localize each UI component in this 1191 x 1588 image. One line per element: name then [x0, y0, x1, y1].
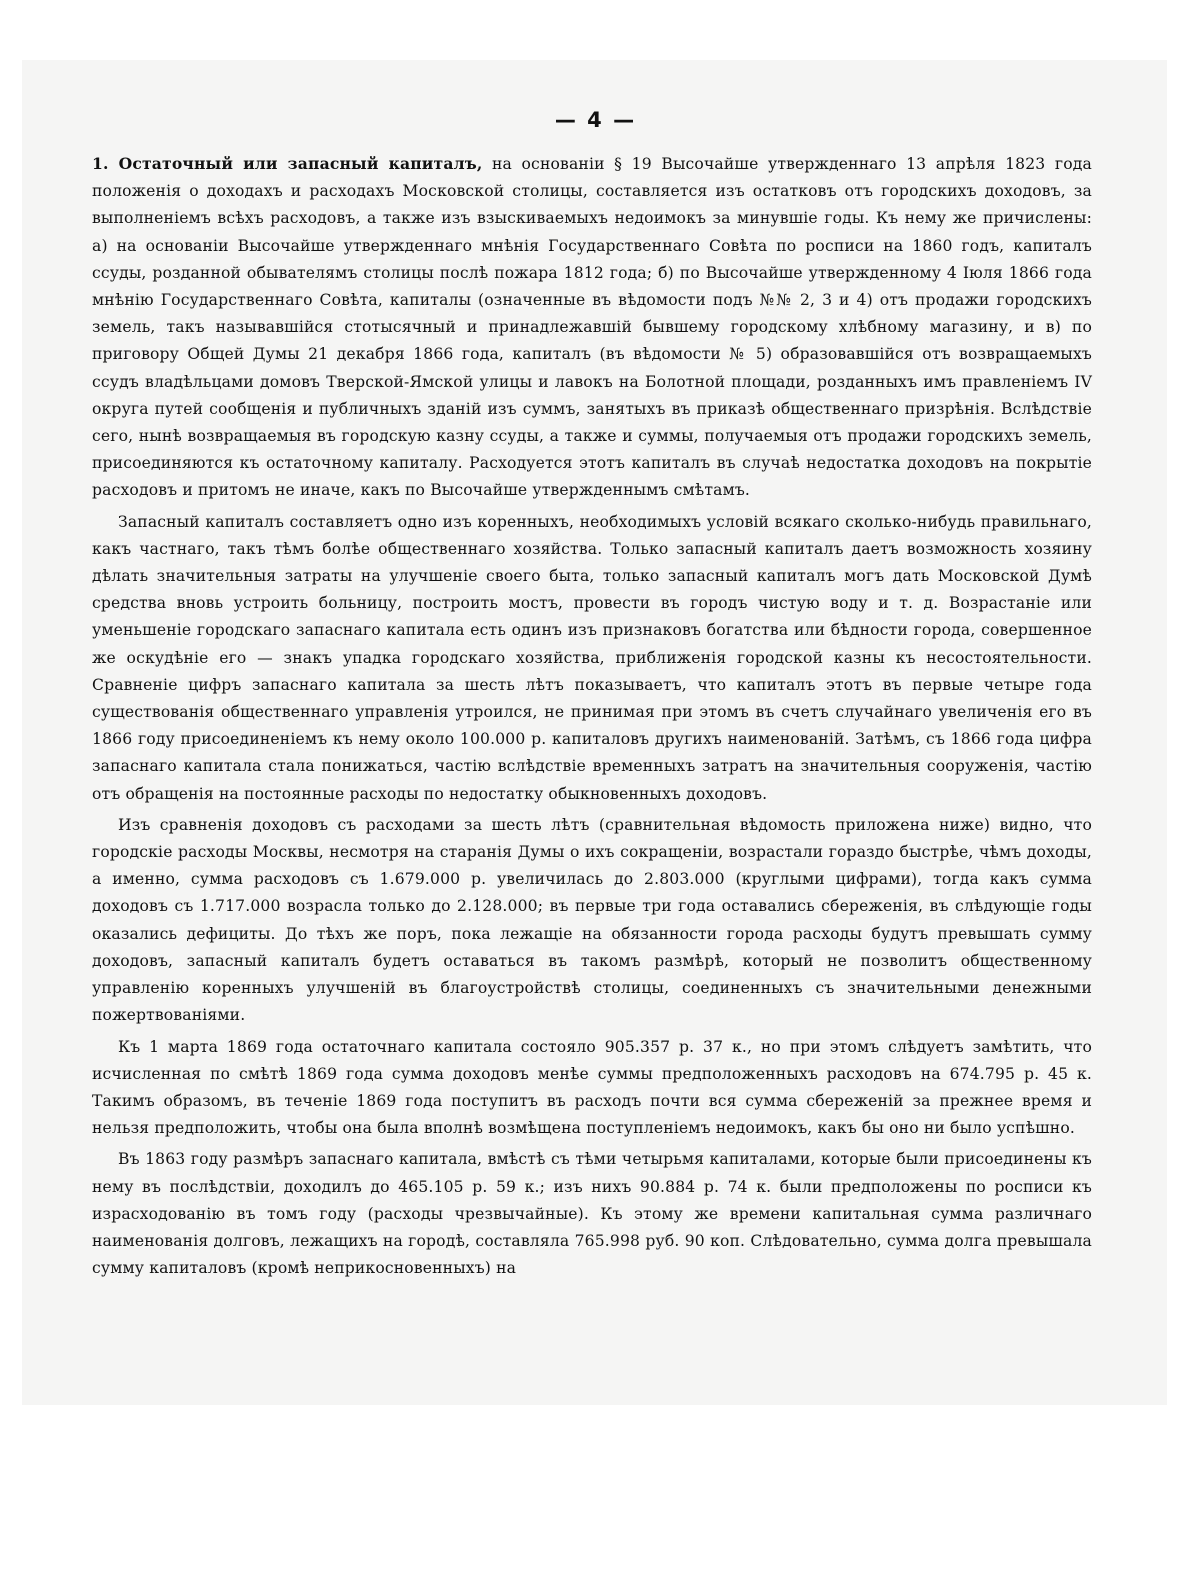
- paragraph-reserve-capital-definition: [92, 150, 1092, 505]
- paragraph-reserve-capital-importance: [92, 509, 1092, 808]
- paragraph-body: Запасный капиталъ составляетъ одно изъ коренныхъ, необходимыхъ условій всякаго сколько-нибудь правильнаго, какъ частнаго, такъ тѣмъ болѣе общественнаго хозяйства. Только запасный капиталъ даетъ возможность хозяину дѣлать значительныя затраты на улучшеніе своего быта, только запасный капиталъ могъ дать Московской Думѣ средства вновь устроить больницу, построить мостъ, провести въ городъ чистую воду и т. д. Возрастаніе или уменьшеніе городскаго запаснаго капитала есть одинъ изъ признаковъ богатства или бѣдности города, совершенное же оскудѣніе его — знакъ упадка городскаго хозяйства, приближенія городской казны къ несостоятельности. Сравненіе цифръ запаснаго капитала за шесть лѣтъ показываетъ, что капиталъ этотъ въ первые четыре года существованія общественнаго управленія утроился, не принимая при этомъ въ счетъ случайнаго увеличенія его въ 1866 году присоединеніемъ къ нему около 100.000 р. капиталовъ другихъ наименованій. Затѣмъ, съ 1866 года цифра запаснаго капитала стала понижаться, частію вслѣдствіе временныхъ затратъ на значительныя сооруженія, частію отъ обращенія на постоянные расходы по недостатку обыкновенныхъ доходовъ.: [92, 512, 1092, 803]
- paragraph-capital-1869: [92, 1034, 1092, 1143]
- paragraph-body: на основаніи § 19 Высочайше утвержденнаго 13 апрѣля 1823 года положенія о доходахъ и расходахъ Московской столицы, составляется изъ остатковъ отъ городскихъ доходовъ, за выполненіемъ всѣхъ расходовъ, а также изъ взыскиваемыхъ недоимокъ за минувшіе годы. Къ нему же причислены: а) на основаніи Высочайше утвержденнаго мнѣнія Государственнаго Совѣта по росписи на 1860 годъ, капиталъ ссуды, розданной обывателямъ столицы послѣ пожара 1812 года; б) по Высочайше утвержденному 4 Іюля 1866 года мнѣнію Государственнаго Совѣта, капиталы (означенные въ вѣдомости подъ №№ 2, 3 и 4) отъ продажи городскихъ земель, такъ называвшійся стотысячный и принадлежавшій бывшему городскому хлѣбному магазину, и в) по приговору Общей Думы 21 декабря 1866 года, капиталъ (въ вѣдомости № 5) образовавшійся отъ возвращаемыхъ ссудъ владѣльцами домовъ Тверской-Ямской улицы и лавокъ на Болотной площади, розданныхъ имъ правленіемъ IV округа путей сообщенія и публичныхъ зданій изъ суммъ, занятыхъ въ приказѣ общественнаго призрѣнія. Вслѣдствіе сего, нынѣ возвращаемыя въ городскую казну ссуды, а также и суммы, получаемыя отъ продажи городскихъ земель, присоединяются къ остаточному капиталу. Расходуется этотъ капиталъ въ случаѣ недостатка доходовъ на покрытіе расходовъ и притомъ не иначе, какъ по Высочайше утвержденнымъ смѣтамъ.: [92, 155, 1092, 500]
- paragraph-body: Въ 1863 году размѣръ запаснаго капитала, вмѣстѣ съ тѣми четырьмя капиталами, которые были присоединены къ нему въ послѣдствіи, доходилъ до 465.105 р. 59 к.; изъ нихъ 90.884 р. 74 к. были предположены по росписи къ израсходованію въ томъ году (расходы чрезвычайные). Къ этому же времени капитальная сумма различнаго наименованія долговъ, лежащихъ на городѣ, составляла 765.998 руб. 90 коп. Слѣдовательно, сумма долга превышала сумму капиталовъ (кромѣ неприкосновенныхъ) на: [92, 1150, 1092, 1278]
- paragraph-capital-1863: [92, 1146, 1092, 1282]
- paragraph-income-expense-comparison: [92, 812, 1092, 1030]
- paragraph-body: Къ 1 марта 1869 года остаточнаго капитала состояло 905.357 р. 37 к., но при этомъ слѣдуетъ замѣтить, что исчисленная по смѣтѣ 1869 года сумма доходовъ менѣе суммы предположенныхъ расходовъ на 674.795 р. 45 к. Такимъ образомъ, въ теченіе 1869 года поступитъ въ расходъ почти вся сумма сбереженій за прежнее время и нельзя предположить, чтобы она была вполнѣ возмѣщена поступленіемъ недоимокъ, какъ бы оно ни было успѣшно.: [92, 1037, 1092, 1138]
- paragraph-lead: 1. Остаточный или запасный капиталъ,: [92, 154, 483, 173]
- paragraph-body: Изъ сравненія доходовъ съ расходами за шесть лѣтъ (сравнительная вѣдомость приложена ниже) видно, что городскіе расходы Москвы, несмотря на старанія Думы о ихъ сокращеніи, возрастали гораздо быстрѣе, чѣмъ доходы, а именно, сумма расходовъ съ 1.679.000 р. увеличилась до 2.803.000 (круглыми цифрами), тогда какъ сумма доходовъ съ 1.717.000 возрасла только до 2.128.000; въ первые три года оставались сбереженія, въ слѣдующіе годы оказались дефициты. До тѣхъ же поръ, пока лежащіе на обязанности города расходы будутъ превышать сумму доходовъ, запасный капиталъ будетъ оставаться въ такомъ размѣрѣ, который не позволитъ общественному управленію коренныхъ улучшеній въ благоустройствѣ столицы, соединенныхъ съ значительными денежными пожертвованіями.: [92, 815, 1092, 1025]
- page-number: — 4 —: [554, 108, 637, 132]
- body-text: [92, 150, 1092, 1286]
